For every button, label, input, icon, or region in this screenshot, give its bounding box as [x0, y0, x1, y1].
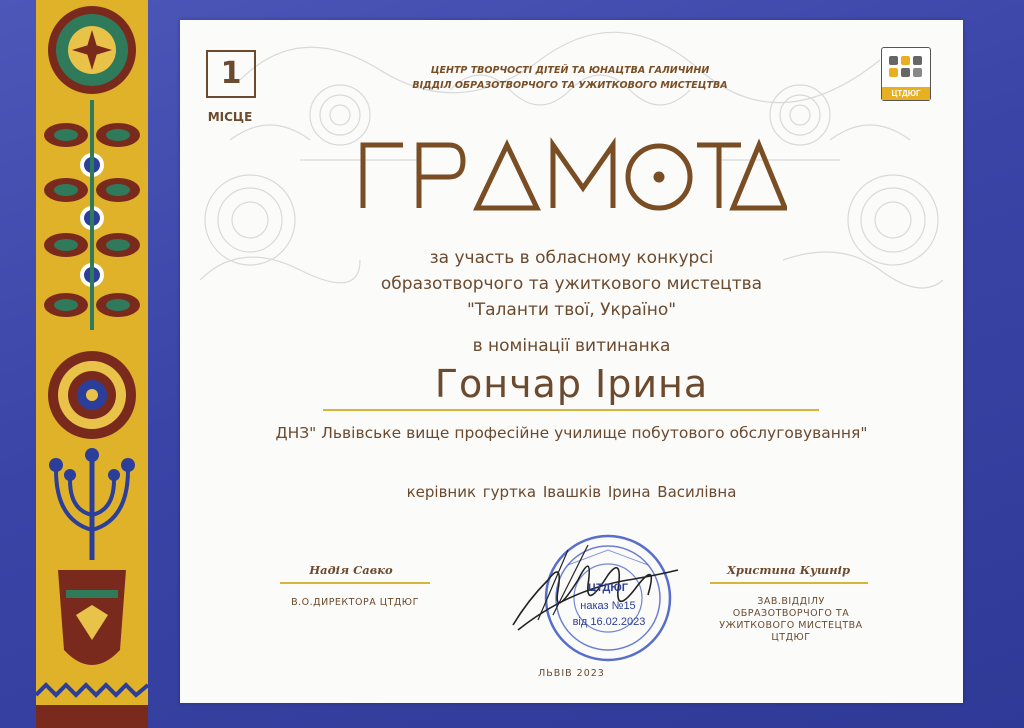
right-signatory-role: ЗАВ.ВІДДІЛУ ОБРАЗОТВОРЧОГО ТА УЖИТКОВОГО МИСТЕЦТВА ЦТДЮГ	[719, 596, 863, 643]
organization-logo	[881, 47, 931, 101]
diploma-title-lettering	[357, 133, 787, 213]
stamp-order: наказ №15	[580, 600, 636, 612]
department-name: ВІДДІЛ ОБРАЗОТВОРЧОГО ТА УЖИТКОВОГО МИСТЕЦТВА	[412, 80, 728, 91]
supervisor-text: керівник гуртка Івашків Ірина Василівна	[406, 483, 737, 501]
place-number: 1	[206, 50, 256, 98]
diploma-title	[180, 133, 963, 218]
place-label: МІСЦЕ	[207, 110, 253, 124]
stamp-org: ЦТДЮГ	[588, 582, 628, 594]
recipient-name: Гончар Ірина	[434, 362, 709, 406]
recipient-underline	[323, 409, 819, 411]
left-signatory-role: В.О.ДИРЕКТОРА ЦТДЮГ	[291, 597, 419, 608]
contest-name-text: "Таланти твої, Україно"	[466, 300, 677, 320]
organization-header	[380, 63, 760, 93]
participation-text: за участь в обласному конкурсі	[429, 248, 714, 268]
right-signature-line	[710, 582, 868, 584]
institution-name: ДНЗ" Львівське вище професійне училище побутового обслуговування"	[275, 424, 868, 442]
city-year: ЛЬВІВ 2023	[538, 668, 605, 679]
organization-name: ЦЕНТР ТВОРЧОСТІ ДІТЕЙ ТА ЮНАЦТВА ГАЛИЧИНИ	[430, 65, 710, 76]
diploma-sheet	[180, 20, 963, 703]
stamp-date: від 16.02.2023	[572, 616, 646, 628]
nomination-text: в номінації витинанка	[472, 336, 671, 356]
logo-text: ЦТДЮГ	[882, 87, 930, 100]
right-signatory-name: Христина Кушнір	[727, 563, 850, 577]
left-signatory-name: Надія Савко	[309, 563, 393, 577]
contest-type-text: образотворчого та ужиткового мистецтва	[380, 274, 763, 294]
official-stamp	[508, 520, 686, 680]
left-signature-line	[280, 582, 430, 584]
folk-ornament-strip	[36, 0, 148, 728]
